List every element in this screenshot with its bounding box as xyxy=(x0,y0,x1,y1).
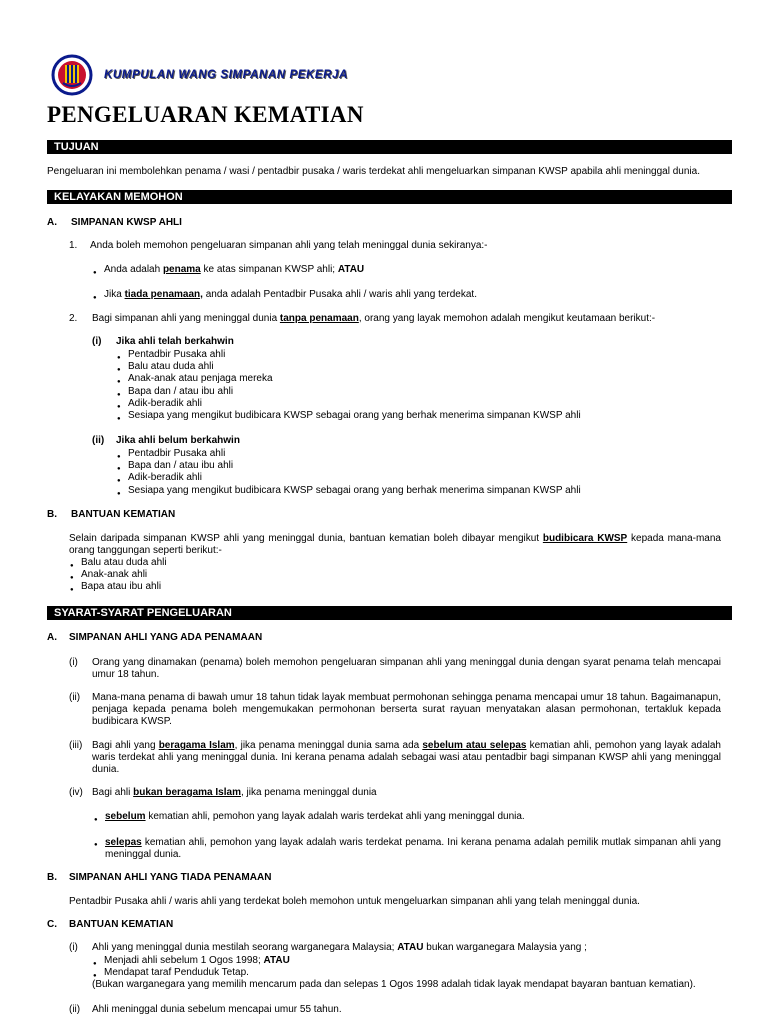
list-item-sebelum: ● sebelum kematian ahli, pemohon yang layak adalah waris terdekat ahli yang meninggal dunia. xyxy=(105,811,525,823)
syarat-b-label: B. xyxy=(47,872,57,883)
c-point-i-note: (Bukan warganegara yang memilih mencarum pada dan selepas 1 Ogos 1998 adalah tidak layak mendapat bayaran bantuan kematian). xyxy=(92,979,696,990)
item-2-number: 2. xyxy=(69,313,78,324)
c-point-i-text: Ahli yang meninggal dunia mestilah seorang warganegara Malaysia; ATAU bukan warganegara Malaysia yang ; xyxy=(92,942,587,953)
list-item-penduduk-tetap: ● Mendapat taraf Penduduk Tetap. xyxy=(104,967,249,979)
item-1-number: 1. xyxy=(69,240,78,251)
section-a-label: A. xyxy=(47,217,57,228)
section-a-title: SIMPANAN KWSP AHLI xyxy=(71,217,182,228)
subsection-i-title: Jika ahli telah berkahwin xyxy=(116,336,234,347)
point-ii-text: Mana-mana penama di bawah umur 18 tahun tidak layak membuat permohonan sehingga penama mencapai umur 18 tahun. Bagaimanapun, penjaga kepada penama boleh mengemukakan permohonan berserta surat rayuan menyatakan alasan permohonan, tertakluk kepada budibicara KWSP. xyxy=(92,692,721,727)
organization-name: KUMPULAN WANG SIMPANAN PEKERJA xyxy=(104,69,348,81)
section-header-kelayakan: KELAYAKAN MEMOHON xyxy=(47,190,732,204)
unmarried-list xyxy=(128,448,581,497)
syarat-b-title: SIMPANAN AHLI YANG TIADA PENAMAAN xyxy=(69,872,272,883)
list-item: ● Adik-beradik ahli xyxy=(128,398,581,410)
page-title: PENGELUARAN KEMATIAN xyxy=(47,102,364,127)
c-point-i-label: (i) xyxy=(69,942,78,953)
list-item-selepas: ● selepas kematian ahli, pemohon yang layak adalah waris terdekat penama. Ini kerana penama adalah pemilik mutlak simpanan ahli yang meninggal dunia. xyxy=(94,837,721,860)
list-item: ● Anak-anak ahli xyxy=(81,569,167,581)
list-item-tiada-penamaan: ● Jika tiada penamaan, anda adalah Pentadbir Pusaka ahli / waris ahli yang terdekat. xyxy=(104,289,477,301)
subsection-ii-label: (ii) xyxy=(92,435,105,446)
list-item: ● Sesiapa yang mengikut budibicara KWSP sebagai orang yang berhak menerima simpanan KWSP ahli xyxy=(128,410,581,422)
list-item: ● Pentadbir Pusaka ahli xyxy=(128,349,581,361)
c-point-ii-label: (ii) xyxy=(69,1004,81,1015)
point-i-text: Orang yang dinamakan (penama) boleh memohon pengeluaran simpanan ahli yang meninggal dunia dengan syarat penama telah mencapai umur 18 tahun. xyxy=(92,657,721,680)
list-item: ● Adik-beradik ahli xyxy=(128,472,581,484)
dependant-list xyxy=(81,557,167,594)
list-item-ahli-sebelum: ● Menjadi ahli sebelum 1 Ogos 1998; ATAU xyxy=(104,955,290,967)
list-item: ● Balu atau duda ahli xyxy=(81,557,167,569)
syarat-c-label: C. xyxy=(47,919,57,930)
married-list xyxy=(128,349,581,422)
list-item: ● Bapa atau ibu ahli xyxy=(81,581,167,593)
list-item: ● Pentadbir Pusaka ahli xyxy=(128,448,581,460)
bantuan-text: Selain daripada simpanan KWSP ahli yang meninggal dunia, bantuan kematian boleh dibayar mengikut budibicara KWSP kepada mana-mana orang tanggungan seperti berikut:- xyxy=(69,533,721,556)
list-item: ● Balu atau duda ahli xyxy=(128,361,581,373)
syarat-a-title: SIMPANAN AHLI YANG ADA PENAMAAN xyxy=(69,632,263,643)
syarat-a-label: A. xyxy=(47,632,57,643)
list-item: ● Bapa dan / atau ibu ahli xyxy=(128,386,581,398)
section-header-tujuan: TUJUAN xyxy=(47,140,732,154)
list-item-penama: ● Anda adalah penama ke atas simpanan KWSP ahli; ATAU xyxy=(104,264,364,276)
syarat-c-title: BANTUAN KEMATIAN xyxy=(69,919,174,930)
list-item: ● Anak-anak atau penjaga mereka xyxy=(128,373,581,385)
point-iii-label: (iii) xyxy=(69,740,83,751)
list-item: ● Bapa dan / atau ibu ahli xyxy=(128,460,581,472)
point-iii-text: Bagi ahli yang beragama Islam, jika penama meninggal dunia sama ada sebelum atau selepas kematian ahli, pemohon yang layak adalah waris terdekat ahli yang meninggal dunia. Ini kerana penama adalah sebagai wasi atau pentadbir bagi simpanan KWSP ahli yang meninggal dunia. xyxy=(92,740,721,775)
kwsp-logo-icon xyxy=(51,54,93,96)
tujuan-text: Pengeluaran ini membolehkan penama / wasi / pentadbir pusaka / waris terdekat ahli mengeluarkan simpanan KWSP apabila ahli meninggal dunia. xyxy=(47,166,700,177)
item-1-text: Anda boleh memohon pengeluaran simpanan ahli yang telah meninggal dunia sekiranya:- xyxy=(90,240,488,251)
syarat-b-text: Pentadbir Pusaka ahli / waris ahli yang terdekat boleh memohon untuk mengeluarkan simpanan ahli yang telah meninggal dunia. xyxy=(69,896,640,907)
item-2-text: Bagi simpanan ahli yang meninggal dunia tanpa penamaan, orang yang layak memohon adalah mengikut keutamaan berikut:- xyxy=(92,313,656,324)
point-iv-label: (iv) xyxy=(69,787,83,798)
section-b-label: B. xyxy=(47,509,57,520)
c-point-ii-text: Ahli meninggal dunia sebelum mencapai umur 55 tahun. xyxy=(92,1004,342,1015)
subsection-ii-title: Jika ahli belum berkahwin xyxy=(116,435,240,446)
point-iv-text: Bagi ahli bukan beragama Islam, jika penama meninggal dunia xyxy=(92,787,377,798)
list-item: ● Sesiapa yang mengikut budibicara KWSP sebagai orang yang berhak menerima simpanan KWSP ahli xyxy=(128,485,581,497)
point-ii-label: (ii) xyxy=(69,692,81,703)
section-b-title: BANTUAN KEMATIAN xyxy=(71,509,176,520)
section-header-syarat: SYARAT-SYARAT PENGELUARAN xyxy=(47,606,732,620)
point-i-label: (i) xyxy=(69,657,78,668)
subsection-i-label: (i) xyxy=(92,336,102,347)
